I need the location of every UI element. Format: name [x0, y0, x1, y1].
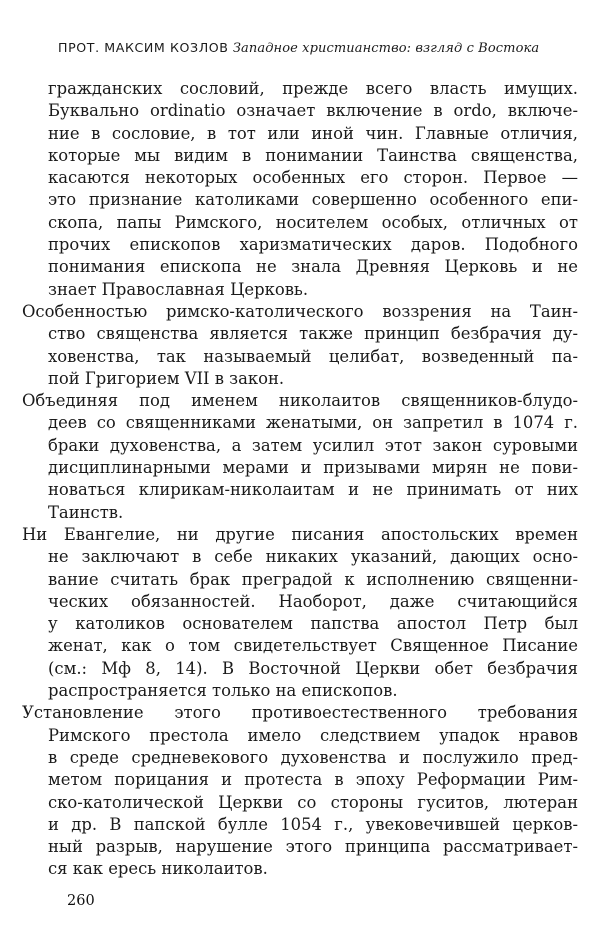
text-line: у католиков основателем папства апостол Петр был — [48, 614, 578, 634]
text-line: это признание католиками совершенно особенного епи- — [48, 190, 578, 210]
running-head-author: ПРОТ. МАКСИМ КОЗЛОВ — [58, 40, 229, 55]
text-line: новаться клирикам-николаитам и не принимать от них — [48, 480, 578, 500]
text-line: женат, как о том свидетельствует Священное Писание — [48, 636, 578, 656]
text-line: вание считать брак преградой к исполнению священни- — [48, 569, 578, 589]
text-line: деев со священниками женатыми, он запретил в 1074 г. — [48, 413, 578, 433]
text-line: понимания епископа не знала Древняя Церковь и не — [48, 257, 578, 277]
text-line: (см.: Мф 8, 14). В Восточной Церкви обет безбрачия — [48, 658, 578, 678]
text-line: дисциплинарными мерами и призывами мирян не пови- — [48, 458, 578, 478]
text-line: прочих епископов харизматических даров. Подобного — [48, 235, 578, 255]
paragraph — [22, 390, 578, 524]
text-line: ние в сословие, в тот или иной чин. Главные отличия, — [48, 123, 578, 143]
text-line: ческих обязанностей. Наоборот, даже считающийся — [48, 591, 578, 611]
text-line: метом порицания и протеста в эпоху Реформации Рим- — [48, 770, 578, 790]
text-line: ный разрыв, нарушение этого принципа рассматривает- — [48, 837, 578, 857]
text-line: распространяется только на епископов. — [48, 681, 398, 701]
text-line: Объединяя под именем николаитов священников-блудо- — [22, 391, 578, 411]
text-line: которые мы видим в понимании Таинства священства, — [48, 145, 578, 165]
text-line: ся как ересь николаитов. — [48, 859, 268, 879]
paragraph — [22, 78, 578, 301]
text-line: скопа, папы Римского, носителем особых, отличных от — [48, 212, 578, 232]
text-line: ско-католической Церкви со стороны гуситов, лютеран — [48, 792, 578, 812]
text-line: в среде средневекового духовенства и послужило пред- — [48, 747, 578, 767]
text-line: Установление этого противоестественного требования — [22, 703, 578, 723]
page-number: 260 — [67, 893, 95, 909]
text-line: Ни Евангелие, ни другие писания апостольских времен — [22, 524, 578, 544]
text-line: пой Григорием VII в закон. — [48, 368, 285, 388]
body-text — [22, 78, 578, 881]
paragraph — [22, 524, 578, 702]
running-head — [58, 40, 578, 56]
paragraph — [22, 702, 578, 880]
text-line: знает Православная Церковь. — [48, 279, 309, 299]
text-line: ство священства является также принцип безбрачия ду- — [48, 324, 578, 344]
text-line: гражданских сословий, прежде всего власть имущих. — [48, 79, 578, 98]
paragraph — [22, 301, 578, 390]
text-line: Особенностью римско-католического воззрения на Таин- — [22, 301, 578, 321]
text-line: не заключают в себе никаких указаний, дающих осно- — [48, 547, 578, 567]
text-line: ховенства, так называемый целибат, возведенный па- — [48, 346, 578, 366]
text-line: Римского престола имело следствием упадок нравов — [48, 725, 578, 745]
text-line: и др. В папской булле 1054 г., увековечившей церков- — [48, 814, 578, 834]
text-line: касаются некоторых особенных его сторон. Первое — — [48, 168, 578, 188]
running-head-book-title: Западное христианство: взгляд с Востока — [232, 41, 540, 56]
text-line: браки духовенства, а затем усилил этот закон суровыми — [48, 435, 578, 455]
text-line: Таинств. — [48, 502, 124, 522]
text-line: Буквально ordinatio означает включение в ordo, включе- — [48, 101, 578, 121]
